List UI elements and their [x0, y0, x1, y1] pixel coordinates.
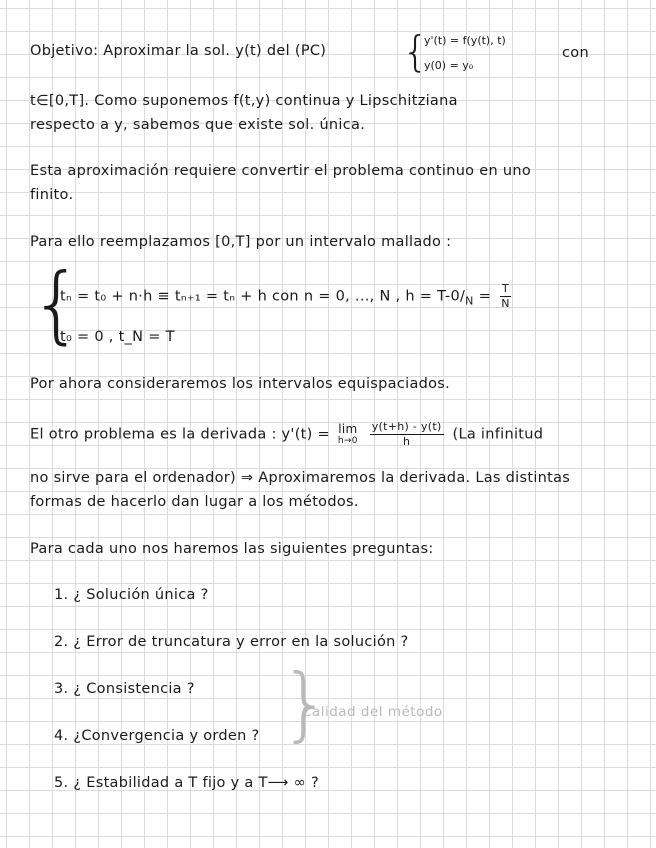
para5-text-b: (La infinitud	[452, 426, 544, 443]
mesh-line1	[60, 282, 515, 311]
para5-line2: no sirve para el ordenador) ⇒ Aproximaremos la derivada. Las distintas	[30, 470, 571, 486]
derivative-den: h	[403, 435, 411, 448]
mesh-brace: {	[30, 255, 84, 353]
question-1: 1. ¿ Solución única ?	[54, 587, 209, 603]
lim-label: lim	[338, 422, 358, 436]
para5-line3: formas de hacerlo dan lugar a los métodos.	[30, 494, 359, 510]
para3-line1: Para ello reemplazamos [0,T] por un intervalo mallado :	[30, 234, 452, 250]
question-2: 2. ¿ Error de truncatura y error en la solución ?	[54, 634, 409, 650]
para1-line2: respecto a y, sabemos que existe sol. única.	[30, 117, 366, 133]
quality-brace: }	[280, 657, 331, 750]
derivative-fraction	[370, 420, 444, 449]
derivative-num: y(t+h) - y(t)	[371, 420, 442, 433]
para6-line1: Para cada uno nos haremos las siguientes preguntas:	[30, 541, 434, 557]
system-brace: {	[402, 27, 429, 76]
para2-line1: Esta aproximación requiere convertir el problema continuo en uno	[30, 163, 532, 179]
para4-line1: Por ahora consideraremos los intervalos equispaciados.	[30, 376, 451, 392]
question-4: 4. ¿Convergencia y orden ?	[54, 728, 260, 744]
question-3: 3. ¿ Consistencia ?	[54, 681, 195, 697]
para2-line2: finito.	[30, 187, 74, 203]
lim-subscript: h→0	[337, 436, 358, 446]
limit-expression	[338, 423, 358, 446]
question-5: 5. ¿ Estabilidad a T fijo y a T⟶ ∞ ?	[54, 775, 319, 791]
mesh-frac-den: N	[501, 297, 510, 310]
para5-text-a: El otro problema es la derivada : y'(t) =	[30, 426, 330, 443]
system-eq-2: y(0) = y₀	[424, 59, 474, 72]
mesh-line2: t₀ = 0 , t_N = T	[60, 329, 175, 345]
mesh-frac-num: T	[502, 282, 510, 295]
objective-text: Objetivo: Aproximar la sol. y(t) del (PC)	[30, 43, 327, 59]
mesh-line1-sub: N	[465, 294, 474, 308]
system-eq-1: y'(t) = f(y(t), t)	[424, 34, 506, 47]
para1-line1: t∈[0,T]. Como suponemos f(t,y) continua y Lipschitziana	[30, 93, 458, 109]
quality-label: Calidad del método	[302, 704, 443, 720]
para5-line1	[30, 420, 543, 449]
objective-line	[30, 42, 326, 60]
mesh-line1-eq: =	[478, 288, 492, 305]
objective-con: con	[562, 45, 589, 61]
mesh-fraction	[500, 282, 511, 311]
mesh-line1-text: tₙ = t₀ + n·h ≡ tₙ₊₁ = tₙ + h con n = 0, ..., N , h = T-0/	[60, 288, 466, 305]
